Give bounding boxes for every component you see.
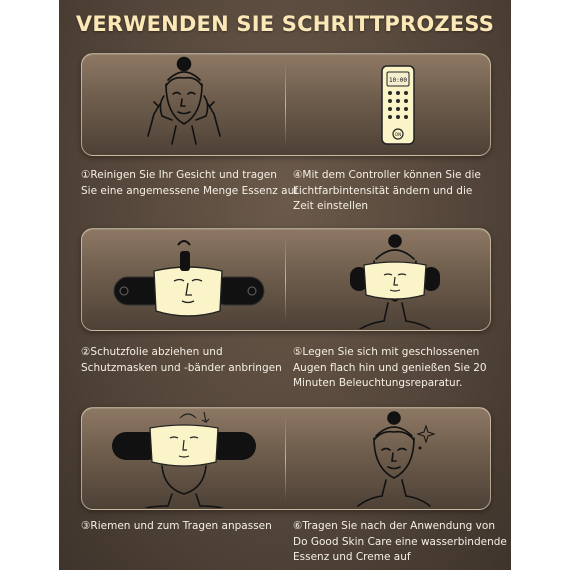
step-2-line-1: ②Schutzfolie abziehen und — [81, 346, 223, 358]
step-text-3 — [81, 519, 272, 535]
step-6-line-3: Essenz und Creme auf — [293, 551, 411, 563]
step-text-6 — [293, 519, 507, 566]
controller-display-text: 10:00 — [388, 77, 408, 84]
step-4-line-2: Lichtfarbintensität ändern und die — [293, 184, 473, 197]
controller-button-label: ON — [394, 132, 402, 137]
woman-after-illustration — [334, 408, 464, 508]
sparkle-icon — [418, 426, 434, 450]
step-4-line-3: Zeit einstellen — [293, 200, 369, 212]
card-divider — [285, 416, 286, 501]
step-text-2 — [81, 345, 282, 376]
mask-strap-illustration — [108, 229, 268, 329]
step-text-1 — [81, 168, 298, 199]
step-2-line-2: Schutzmasken und -bänder anbringen — [81, 361, 282, 374]
face-washing-illustration — [124, 54, 244, 154]
step-3-line-1: ③Riemen und zum Tragen anpassen — [81, 520, 272, 532]
step-6-line-2: Do Good Skin Care eine wasserbindende — [293, 535, 507, 548]
step-text-5 — [293, 345, 487, 392]
step-card-2 — [81, 228, 491, 331]
instruction-panel — [59, 0, 511, 570]
step-text-4 — [293, 168, 481, 215]
step-5-line-3: Minuten Beleuchtungsreparatur. — [293, 377, 463, 389]
card-divider — [285, 62, 286, 147]
step-4-line-1: ④Mit dem Controller können Sie die — [293, 169, 481, 181]
strap-adjust-illustration — [104, 408, 264, 508]
step-1-line-2: Sie eine angemessene Menge Essenz auf — [81, 184, 298, 197]
controller-illustration — [370, 54, 430, 154]
step-1-line-1: ①Reinigen Sie Ihr Gesicht und tragen — [81, 169, 277, 181]
step-card-1 — [81, 53, 491, 156]
step-card-3 — [81, 407, 491, 510]
step-6-line-1: ⑥Tragen Sie nach der Anwendung von — [293, 520, 495, 532]
page-title: VERWENDEN SIE SCHRITTPROZESS — [75, 12, 495, 36]
card-divider — [285, 237, 286, 322]
step-5-line-1: ⑤Legen Sie sich mit geschlossenen — [293, 346, 480, 358]
woman-with-mask-illustration — [330, 229, 460, 329]
step-5-line-2: Augen flach hin und genießen Sie 20 — [293, 361, 487, 374]
